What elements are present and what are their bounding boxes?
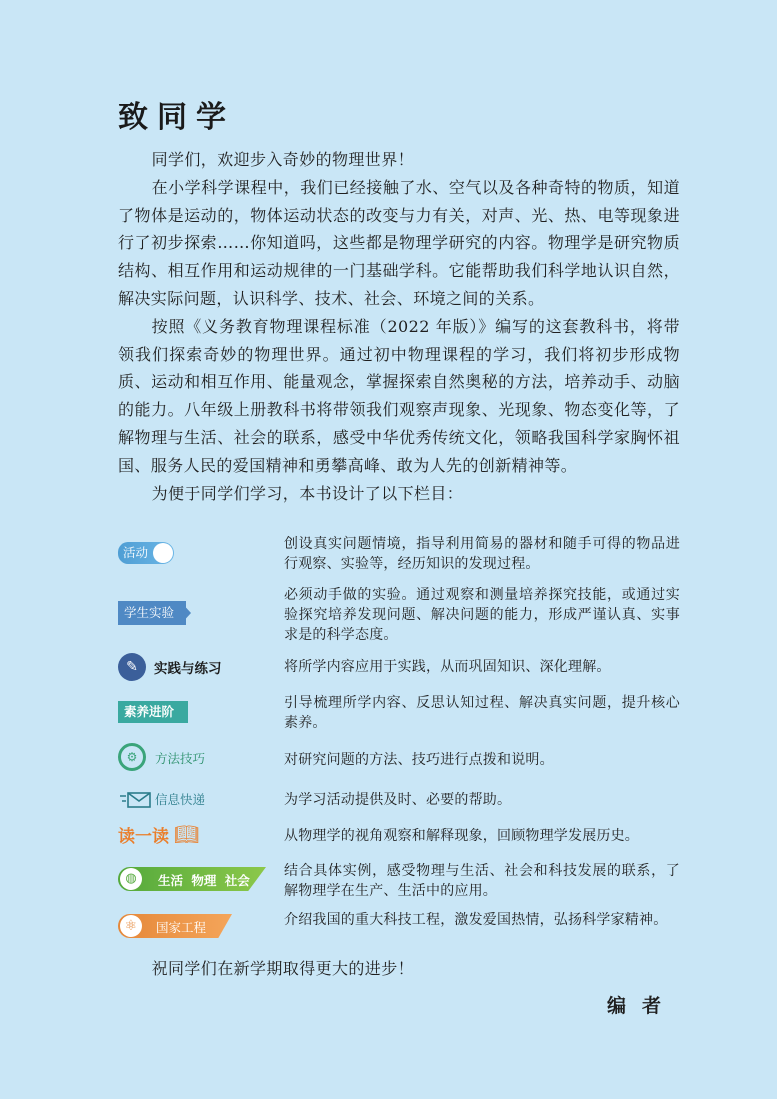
column-row-method <box>118 743 680 777</box>
read-label: 读一读 <box>118 827 169 847</box>
column-row-read <box>118 822 680 852</box>
book-icon: 📖︎ <box>174 822 200 846</box>
life-desc: 结合具体实例，感受物理与生活、社会和科技发展的联系，了解物理学在生产、生活中的应用。 <box>284 863 680 899</box>
info-desc: 为学习活动提供及时、必要的帮助。 <box>284 792 512 808</box>
paragraph-1: 在小学科学课程中，我们已经接触了水、空气以及各种奇特的物质，知道了物体是运动的，物体运动状态的改变与力有关，对声、光、热、电等现象进行了初步探索……你知道吗，这些都是物理学研究的内容。物理学是研究物质结构、相互作用和运动规律的一门基础学科。它能帮助我们科学地认识自然，解决实际问题，认识科学、技术、社会、环境之间的关系。 <box>118 177 680 308</box>
life-badge <box>118 867 266 891</box>
page-title: 致同学 <box>118 100 235 135</box>
read-desc: 从物理学的视角观察和解释现象，回顾物理学发展历史。 <box>284 828 639 844</box>
column-row-national <box>118 910 680 954</box>
gear-cycle-icon: ⚙ <box>118 743 146 771</box>
info-label: 信息快递 <box>155 792 206 807</box>
national-label: 国家工程 <box>156 920 207 935</box>
intro-text <box>118 146 680 507</box>
envelope-icon <box>120 791 152 809</box>
experiment-label: 学生实验 <box>124 605 175 620</box>
activity-desc: 创设真实问题情境，指导利用简易的器材和随手可得的物品进行观察、实验等，经历知识的发现过程。 <box>284 536 680 572</box>
experiment-desc: 必须动手做的实验。通过观察和测量培养探究技能，或通过实验探究培养发现问题、解决问题的能力，形成严谨认真、实事求是的科学态度。 <box>284 587 680 643</box>
closing-text: 祝同学们在新学期取得更大的进步！ <box>151 959 414 978</box>
greeting: 同学们，欢迎步入奇妙的物理世界！ <box>151 150 414 169</box>
signature: 编者 <box>606 995 677 1017</box>
practice-desc: 将所学内容应用于实践，从而巩固知识、深化理解。 <box>284 659 611 675</box>
column-row-practice <box>118 653 680 683</box>
toggle-icon <box>153 543 173 563</box>
column-row-life <box>118 861 680 905</box>
literacy-desc: 引导梳理所学内容、反思认知过程、解决真实问题，提升核心素养。 <box>284 695 680 731</box>
activity-label: 活动 <box>123 545 149 560</box>
practice-label: 实践与练习 <box>154 661 222 677</box>
column-row-info <box>118 789 680 813</box>
paragraph-2: 按照《义务教育物理课程标准（2022 年版）》编写的这套教科书，将带领我们探索奇妙的物理世界。通过初中物理课程的学习，我们将初步形成物质、运动和相互作用、能量观念，掌握探索自然奥秘的方法，培养动手、动脑的能力。八年级上册教科书将带领我们观察声现象、光现象、物态变化等，了解物理与生活、社会的联系，感受中华优秀传统文化，领略我国科学家胸怀祖国、服务人民的爱国精神和勇攀高峰、敢为人先的创新精神等。 <box>118 316 680 475</box>
literacy-badge <box>118 701 188 723</box>
columns-intro: 为便于同学们学习，本书设计了以下栏目： <box>151 483 464 503</box>
literacy-label: 素养进阶 <box>124 704 175 719</box>
national-desc: 介绍我国的重大科技工程，激发爱国热情，弘扬科学家精神。 <box>284 912 668 928</box>
life-label: 生活 物理 社会 <box>158 873 250 888</box>
method-label: 方法技巧 <box>155 751 206 766</box>
column-row-experiment <box>118 585 680 647</box>
column-row-literacy <box>118 693 680 737</box>
national-badge <box>118 914 232 938</box>
experiment-badge <box>118 601 186 625</box>
pencil-note-icon: ✎ <box>118 653 146 681</box>
arrow-tag-icon <box>180 601 191 625</box>
method-desc: 对研究问题的方法、技巧进行点拨和说明。 <box>284 752 554 768</box>
atom-icon: ⚛ <box>120 915 142 937</box>
activity-badge <box>118 542 174 564</box>
column-row-activity <box>118 533 680 577</box>
globe-icon: ◍ <box>120 868 142 890</box>
